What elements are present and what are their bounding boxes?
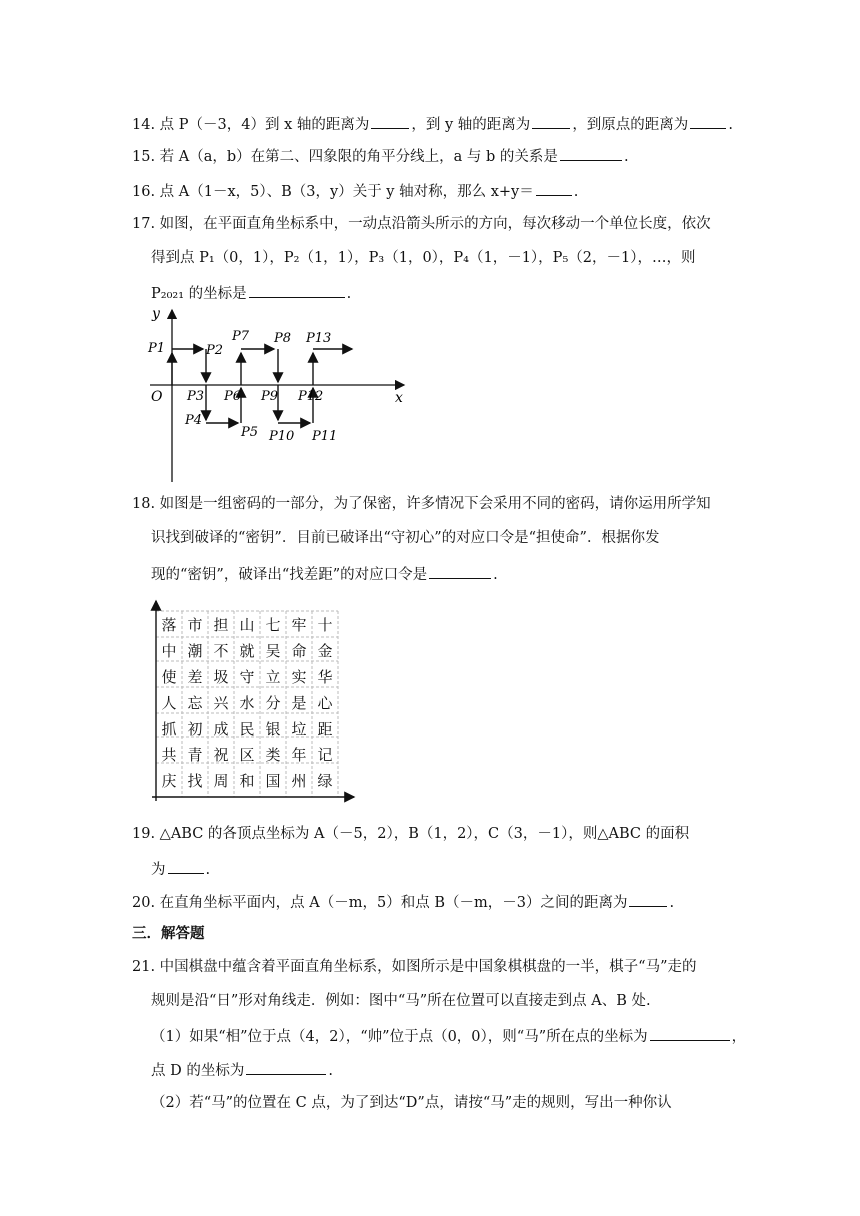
- question-text: ，: [731, 1029, 747, 1045]
- cipher-grid-cell: 抓: [161, 720, 177, 738]
- cipher-grid-cell: 中: [161, 642, 177, 660]
- answer-blank[interactable]: [629, 891, 667, 907]
- question-text: （1）如果“相”位于点（4，2），“帅”位于点（0，0），则“马”所在点的坐标为: [151, 1029, 648, 1045]
- question-text: 若 A（a，b）在第二、四象限的角平分线上，a 与 b 的关系是: [159, 149, 558, 165]
- cipher-grid-cell: 落: [161, 616, 177, 634]
- cipher-grid-cell: 吴: [265, 642, 281, 660]
- question-number: 16.: [132, 184, 156, 200]
- cipher-grid-cell: 分: [265, 694, 281, 712]
- cipher-grid-cell: 庆: [161, 772, 177, 790]
- cipher-grid-cell: 记: [317, 746, 333, 764]
- question-20: [132, 891, 674, 913]
- answer-blank[interactable]: [690, 113, 726, 129]
- question-text: 中国棋盘中蕴含着平面直角坐标系，如图所示是中国象棋棋盘的一半，棋子“马”走的: [159, 959, 697, 975]
- question-14: [132, 113, 733, 135]
- question-17-line2: [151, 248, 695, 268]
- question-text: 现的“密钥”，破译出“找差距”的对应口令是: [151, 567, 428, 583]
- question-21-line1: [132, 957, 697, 977]
- question-end: .: [728, 117, 733, 133]
- point-label-p7: P7: [232, 329, 250, 344]
- cipher-grid-cell: 国: [265, 772, 281, 790]
- cipher-grid-cell: 成: [213, 720, 229, 738]
- cipher-grid-cell: 民: [239, 720, 255, 738]
- cipher-grid-cell: 不: [213, 642, 229, 660]
- question-21-line2: [151, 991, 651, 1011]
- answer-blank[interactable]: [536, 180, 572, 196]
- question-text: 点 P（－3，4）到 x 轴的距离为: [159, 117, 370, 133]
- point-label-p11: P11: [312, 429, 338, 444]
- cipher-grid-cell: 华: [317, 668, 333, 686]
- answer-blank[interactable]: [246, 1059, 326, 1075]
- axis-label-y: y: [152, 306, 160, 322]
- section-heading: 三．解答题: [132, 926, 205, 942]
- cipher-grid: [148, 597, 360, 803]
- question-text: 规则是沿“日”形对角线走．例如：图中“马”所在位置可以直接走到点 A、B 处.: [151, 993, 651, 1009]
- point-label-p5: P5: [241, 425, 259, 440]
- question-number: 19.: [132, 826, 156, 842]
- cipher-grid-cell: 金: [317, 642, 333, 660]
- cipher-grid-cell: 命: [291, 642, 307, 660]
- cipher-grid-cell: 银: [265, 720, 281, 738]
- question-15: [132, 145, 629, 167]
- question-text: △ABC 的各顶点坐标为 A（－5，2），B（1，2），C（3，－1），则△ABC 的面积: [159, 826, 690, 842]
- cipher-grid-cell: 差: [187, 668, 203, 686]
- point-label-p2: P2: [206, 343, 224, 358]
- question-end: .: [328, 1063, 333, 1079]
- question-end: .: [623, 149, 629, 165]
- question-end: .: [205, 862, 211, 878]
- question-19-line1: [132, 824, 689, 844]
- question-text: ，到原点的距离为: [572, 117, 689, 133]
- cipher-grid-cell: 守: [239, 668, 255, 686]
- question-text: （2）若“马”的位置在 C 点，为了到达“D”点，请按“马”走的规则，写出一种你认: [151, 1095, 672, 1111]
- cipher-grid-cell: 人: [161, 694, 177, 712]
- question-number: 21.: [132, 959, 156, 975]
- cipher-grid-cell: 青: [187, 746, 203, 764]
- question-17-line3: [151, 282, 351, 304]
- answer-blank[interactable]: [429, 563, 491, 579]
- cipher-grid-cell: 担: [213, 616, 229, 634]
- question-text: P₂₀₂₁ 的坐标是: [151, 286, 247, 302]
- question-19-line2: [151, 858, 210, 880]
- question-text: 点 A（1－x，5）、B（3，y）关于 y 轴对称，那么 x+y＝: [159, 184, 534, 200]
- origin-label: O: [151, 389, 163, 405]
- question-end: .: [493, 567, 498, 583]
- cipher-grid-cell: 水: [239, 694, 255, 712]
- cipher-grid-cell: 忘: [187, 694, 203, 712]
- question-18-line1: [132, 494, 711, 514]
- question-17-line1: [132, 214, 711, 234]
- cipher-grid-cell: 找: [187, 772, 203, 790]
- question-21-part1-cont: [151, 1059, 333, 1081]
- answer-blank[interactable]: [371, 113, 409, 129]
- axis-label-x: x: [395, 390, 403, 406]
- cipher-grid-cell: 实: [291, 668, 307, 686]
- question-text: 识找到破译的“密钥”．目前已破译出“守初心”的对应口令是“担使命”．根据你发: [151, 530, 660, 546]
- cipher-grid-cell: 绿: [317, 772, 333, 790]
- question-end: .: [346, 286, 352, 302]
- cipher-grid-cell: 州: [291, 772, 307, 790]
- question-end: .: [573, 184, 579, 200]
- question-text: 点 D 的坐标为: [151, 1063, 245, 1079]
- question-number: 14.: [132, 117, 156, 133]
- cipher-grid-cell: 年: [291, 746, 307, 764]
- cipher-grid-cell: 距: [317, 720, 333, 738]
- cipher-grid-cell: 是: [291, 694, 307, 712]
- cipher-grid-cell: 就: [239, 642, 255, 660]
- point-label-p10: P10: [269, 429, 295, 444]
- question-text: 在直角坐标平面内，点 A（－m，5）和点 B（－m，－3）之间的距离为: [159, 895, 628, 911]
- cipher-grid-cell: 垃: [291, 720, 307, 738]
- question-text: 得到点 P₁（0，1），P₂（1，1），P₃（1，0），P₄（1，－1），P₅（2，－1），…，则: [151, 250, 696, 266]
- question-18-line2: [151, 528, 659, 548]
- answer-blank[interactable]: [532, 113, 570, 129]
- point-label-p1: P1: [148, 341, 166, 356]
- cipher-grid-cell: 共: [161, 746, 177, 764]
- answer-blank[interactable]: [560, 145, 622, 161]
- question-21-part2: [151, 1093, 672, 1113]
- point-label-p3: P3: [187, 389, 205, 404]
- point-label-p9: P9: [261, 389, 279, 404]
- answer-blank[interactable]: [249, 282, 345, 298]
- cipher-grid-cell: 和: [239, 772, 255, 790]
- cipher-grid-cell: 牢: [291, 616, 307, 634]
- cipher-grid-cell: 类: [265, 746, 281, 764]
- question-number: 15.: [132, 149, 156, 165]
- cipher-grid-cell: 圾: [213, 668, 229, 686]
- movement-figure: [146, 306, 408, 484]
- question-text: 如图，在平面直角坐标系中，一动点沿箭头所示的方向，每次移动一个单位长度，依次: [159, 216, 711, 232]
- cipher-grid-cell: 兴: [213, 694, 229, 712]
- question-end: .: [669, 895, 675, 911]
- cipher-grid-cell: 周: [213, 772, 229, 790]
- question-number: 17.: [132, 216, 156, 232]
- answer-blank[interactable]: [650, 1025, 730, 1041]
- point-label-p12: P12: [298, 389, 324, 404]
- point-label-p6: P6: [224, 389, 242, 404]
- question-16: [132, 180, 578, 202]
- cipher-grid-cell: 潮: [187, 642, 203, 660]
- question-text: 为: [151, 862, 166, 878]
- question-number: 18.: [132, 496, 156, 512]
- cipher-grid-cell: 山: [239, 616, 255, 634]
- question-text: 如图是一组密码的一部分，为了保密，许多情况下会采用不同的密码，请你运用所学知: [159, 496, 711, 512]
- question-text: ，到 y 轴的距离为: [411, 117, 531, 133]
- cipher-grid-cell: 立: [265, 668, 281, 686]
- question-number: 20.: [132, 895, 156, 911]
- point-label-p13: P13: [306, 331, 332, 346]
- point-label-p4: P4: [185, 413, 203, 428]
- point-label-p8: P8: [274, 331, 292, 346]
- answer-blank[interactable]: [168, 858, 204, 874]
- question-21-part1: [151, 1025, 746, 1047]
- cipher-grid-cell: 十: [317, 616, 333, 634]
- cipher-grid-cell: 初: [187, 720, 203, 738]
- cipher-grid-cell: 七: [265, 616, 281, 634]
- question-18-line3: [151, 563, 498, 585]
- cipher-grid-cell: 区: [239, 746, 255, 764]
- cipher-grid-cell: 市: [187, 616, 203, 634]
- cipher-grid-cell: 祝: [213, 746, 229, 764]
- cipher-grid-cell: 使: [161, 668, 177, 686]
- cipher-grid-cell: 心: [317, 694, 333, 712]
